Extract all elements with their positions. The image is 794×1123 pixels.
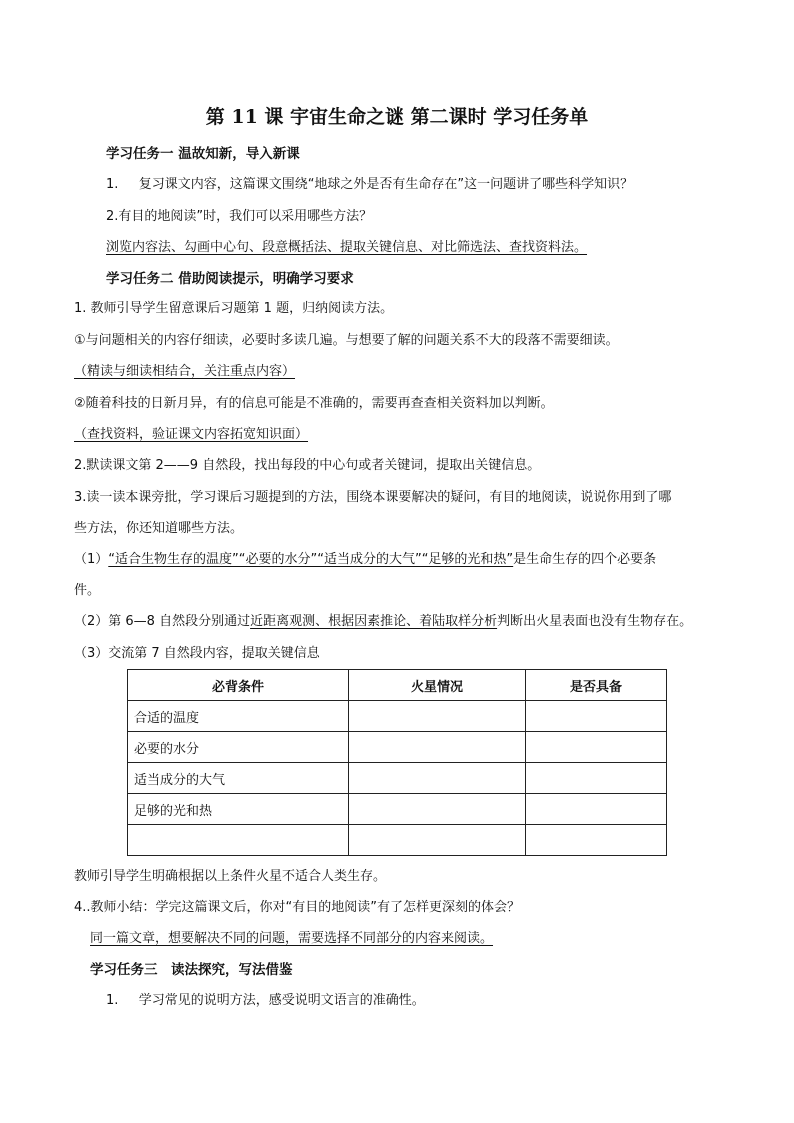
table-row <box>128 763 667 794</box>
table-row <box>128 732 667 763</box>
task2-sub-3: （3）交流第 7 自然段内容，提取关键信息 <box>74 646 320 661</box>
task2-sub-2-methods: 近距离观测、根据因素推论、着陆取样分析 <box>250 614 498 629</box>
task2-heading: 学习任务二 借助阅读提示，明确学习要求 <box>106 271 354 287</box>
table-header-row <box>128 670 667 701</box>
table-cell <box>349 763 526 794</box>
task2-sub-1 <box>74 551 656 569</box>
table-cell <box>128 825 349 856</box>
task2-item-3-line-1: 3.读一读本课旁批，学习课后习题提到的方法，围绕本课要解决的疑问，有目的地阅读，说说你用到了哪 <box>74 490 672 505</box>
task3-question-1-number: 1. <box>106 993 119 1008</box>
task2-point-2-answer: （查找资料，验证课文内容拓宽知识面） <box>74 427 309 442</box>
task2-point-1-answer: （精读与细读相结合，关注重点内容） <box>74 364 296 379</box>
task1-answer: 浏览内容法、勾画中心句、段意概括法、提取关键信息、对比筛选法、查找资料法。 <box>106 240 588 255</box>
task2-sub-1-line-2: 件。 <box>74 583 101 598</box>
task2-item-4: 4..教师小结：学完这篇课文后，你对“有目的地阅读”有了怎样更深刻的体会？ <box>74 900 521 915</box>
table-cell <box>526 763 667 794</box>
task2-item-3-line-2: 些方法，你还知道哪些方法。 <box>74 521 244 536</box>
table-header-cell: 是否具备 <box>526 670 667 701</box>
table-cell <box>349 794 526 825</box>
table-cell <box>349 732 526 763</box>
table-row <box>128 701 667 732</box>
task2-item-2: 2.默读课文第 2——9 自然段，找出每段的中心句或者关键词，提取出关键信息。 <box>74 458 541 473</box>
after-table-text: 教师引导学生明确根据以上条件火星不适合人类生存。 <box>74 869 387 884</box>
task2-sub-1-suffix: 是生命生存的四个必要条 <box>513 552 657 567</box>
task2-sub-2-suffix: 判断出火星表面也没有生物存在。 <box>497 614 693 629</box>
task2-point-2: ②随着科技的日新月异，有的信息可能是不准确的，需要再查查相关资料加以判断。 <box>74 396 554 411</box>
table-header-cell: 必背条件 <box>128 670 349 701</box>
page-title: 第 11 课 宇宙生命之谜 第二课时 学习任务单 <box>205 106 589 128</box>
table-row <box>128 794 667 825</box>
task2-sub-2 <box>74 613 692 631</box>
task2-sub-2-prefix: （2）第 6—8 自然段分别通过 <box>74 614 251 629</box>
task2-item-1: 1. 教师引导学生留意课后习题第 1 题，归纳阅读方法。 <box>74 301 394 316</box>
task3-question-1 <box>106 992 425 1010</box>
table-cell <box>526 732 667 763</box>
task2-point-1: ①与问题相关的内容仔细读，必要时多读几遍。与想要了解的问题关系不大的段落不需要细读。 <box>74 333 619 348</box>
table-cell <box>349 825 526 856</box>
table-cell: 适当成分的大气 <box>128 763 349 794</box>
table-cell: 合适的温度 <box>128 701 349 732</box>
task3-question-1-text: 学习常见的说明方法，感受说明文语言的准确性。 <box>138 993 425 1008</box>
task1-heading: 学习任务一 温故知新，导入新课 <box>106 146 300 162</box>
table-cell: 足够的光和热 <box>128 794 349 825</box>
table-cell <box>526 701 667 732</box>
table-row <box>128 825 667 856</box>
task1-question-1-text: 复习课文内容，这篇课文围绕“地球之外是否有生命存在”这一问题讲了哪些科学知识？ <box>138 177 634 192</box>
task2-sub-1-prefix: （1） <box>74 552 109 567</box>
table-cell <box>349 701 526 732</box>
task2-item-4-answer: 同一篇文章，想要解决不同的问题，需要选择不同部分的内容来阅读。 <box>90 931 494 946</box>
task2-sub-1-conditions: “适合生物生存的温度”“必要的水分”“适当成分的大气”“足够的光和热” <box>108 552 514 567</box>
table-cell: 必要的水分 <box>128 732 349 763</box>
table-cell <box>526 794 667 825</box>
task1-question-1 <box>106 176 633 194</box>
task3-heading: 学习任务三 读法探究，写法借鉴 <box>90 962 293 978</box>
task1-question-1-number: 1. <box>106 177 119 192</box>
task1-question-2: 2.有目的地阅读”时，我们可以采用哪些方法？ <box>106 209 373 224</box>
conditions-table <box>127 669 667 856</box>
table-cell <box>526 825 667 856</box>
table-header-cell: 火星情况 <box>349 670 526 701</box>
